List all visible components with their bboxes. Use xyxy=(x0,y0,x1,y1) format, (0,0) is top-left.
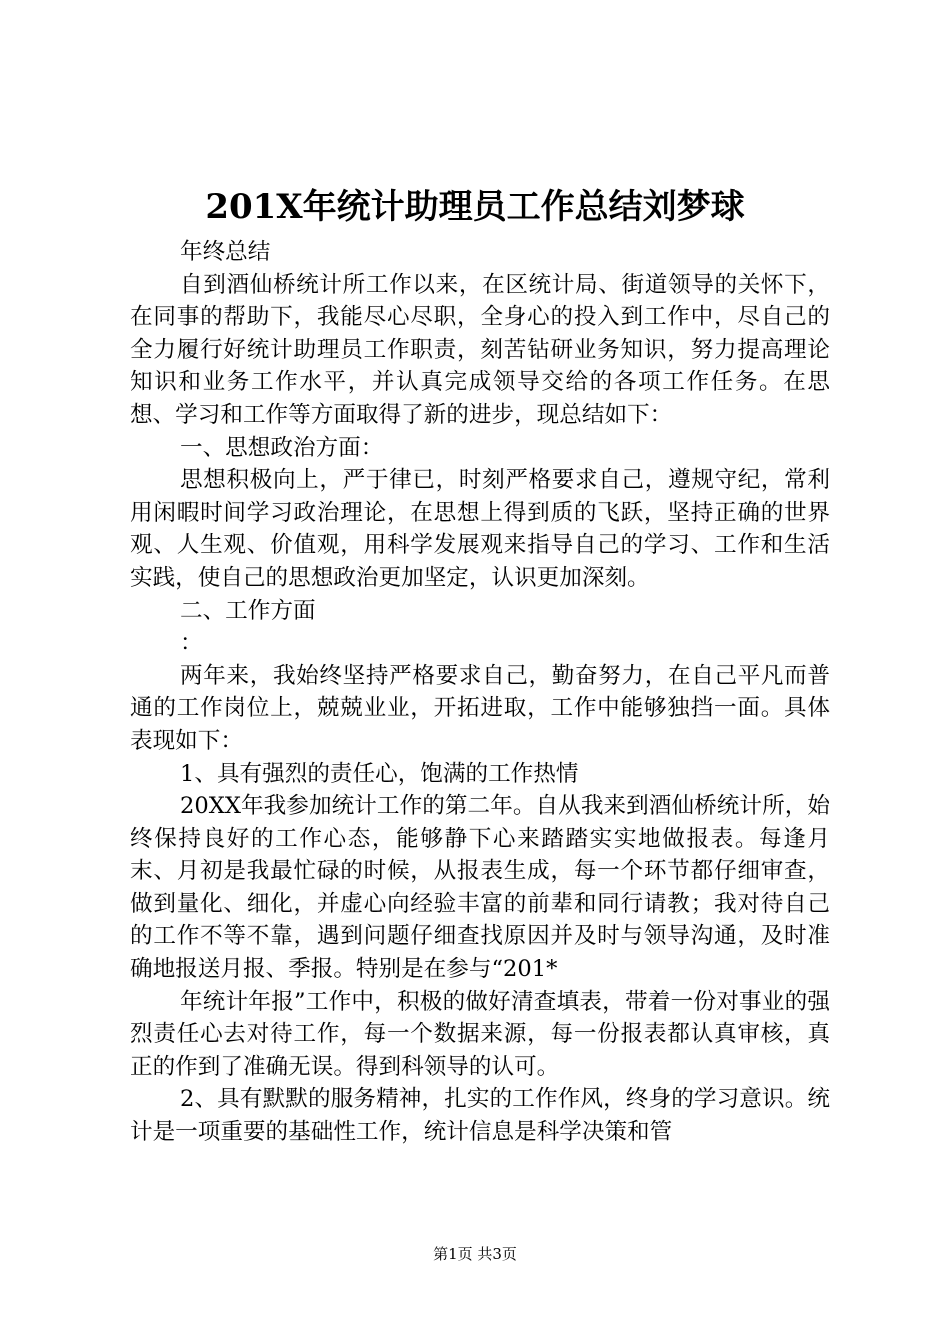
paragraph-opening: 自到酒仙桥统计所工作以来，在区统计局、街道领导的关怀下，在同事的帮助下，我能尽心尽职，全身心的投入到工作中，尽自己的全力履行好统计助理员工作职责，刻苦钻研业务知识，努力提高理论知识和业务工作水平，并认真完成领导交给的各项工作任务。在思想、学习和工作等方面取得了新的进步，现总结如下： xyxy=(130,271,830,428)
page-footer: 第1页 共3页 xyxy=(433,1245,517,1263)
paragraph-responsibility: 20XX年我参加统计工作的第二年。自从我来到酒仙桥统计所，始终保持良好的工作心态，能够静下心来踏踏实实地做报表。每逢月末、月初是我最忙碌的时候，从报表生成，每一个环节都仔细审查，做到量化、细化，并虚心向经验丰富的前辈和同行请教；我对待自己的工作不等不靠，遇到问题仔细查找原因并及时与领导沟通，及时准确地报送月报、季报。特别是在参与“201* xyxy=(130,793,830,983)
document-body xyxy=(130,236,830,1149)
paragraph-intro-label: 年终总结 xyxy=(180,239,271,265)
section-heading-work: 二、工作方面 xyxy=(180,597,316,624)
subheading-responsibility: 1、具有强烈的责任心，饱满的工作热情 xyxy=(180,760,579,787)
section-heading-ideology: 一、思想政治方面： xyxy=(180,434,384,461)
paragraph-ideology: 思想积极向上，严于律已，时刻严格要求自己，遵规守纪，常利用闲暇时间学习政治理论，在思想上得到质的飞跃，坚持正确的世界观、人生观、价值观，用科学发展观来指导自己的学习、工作和生活实践，使自己的思想政治更加坚定，认识更加深刻。 xyxy=(130,467,830,591)
paragraph-service-spirit: 2、具有默默的服务精神，扎实的工作作风，终身的学习意识。统计是一项重要的基础性工作，统计信息是科学决策和管 xyxy=(130,1086,830,1146)
paragraph-work-overview: 两年来，我始终坚持严格要求自己，勤奋努力，在自己平凡而普通的工作岗位上，兢兢业业，开拓进取，工作中能够独挡一面。具体表现如下： xyxy=(130,662,830,754)
paragraph-annual-report: 年统计年报”工作中，积极的做好清查填表，带着一份对事业的强烈责任心去对待工作，每一个数据来源，每一份报表都认真审核，真正的作到了准确无误。得到科领导的认可。 xyxy=(130,988,830,1080)
document-title: 201X年统计助理员工作总结刘梦球 xyxy=(205,187,745,227)
section-heading-work-colon: ： xyxy=(180,630,203,657)
